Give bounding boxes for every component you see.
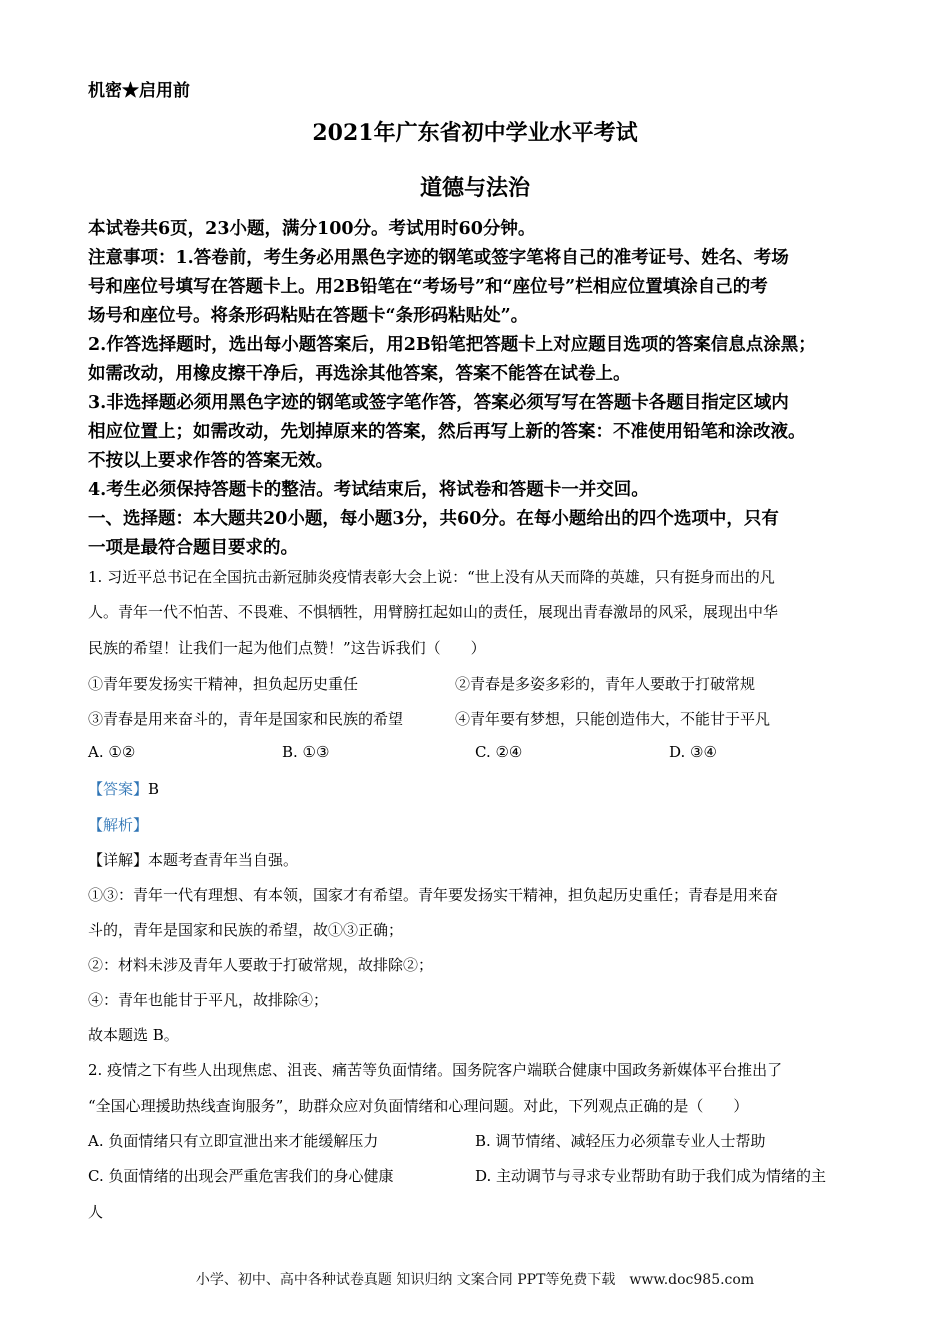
option-c: C. ②④ xyxy=(475,743,523,761)
page-footer: 小学、初中、高中各种试卷真题 知识归纳 文案合同 PPT等免费下载 www.doc985.com xyxy=(195,1272,755,1288)
intro-line: 2.作答选择题时，选出每小题答案后，用2B铅笔把答题卡上对应题目选项的答案信息点涂黑； xyxy=(88,335,816,355)
explanation-line: ④：青年也能甘于平凡，故排除④； xyxy=(88,991,329,1009)
question-stem: “全国心理援助热线查询服务”，助群众应对负面情绪和心理问题。对此，下列观点正确的是（ ） xyxy=(88,1097,749,1115)
detail-tag: 【详解】 xyxy=(88,851,149,869)
option-b: B. 调节情绪、减轻压力必须靠专业人士帮助 xyxy=(475,1132,766,1150)
intro-line: 相应位置上；如需改动，先划掉原来的答案，然后再写上新的答案：不准使用铅笔和涂改液。 xyxy=(88,422,806,442)
answer-value: B xyxy=(148,780,160,798)
intro-line: 4.考生必须保持答题卡的整洁。考试结束后，将试卷和答题卡一并交回。 xyxy=(88,480,649,500)
intro-line: 本试卷共6页，23小题，满分100分。考试用时60分钟。 xyxy=(88,219,536,239)
exam-title: 2021年广东省初中学业水平考试 xyxy=(312,120,638,146)
option-c: C. 负面情绪的出现会严重危害我们的身心健康 xyxy=(88,1167,394,1185)
analysis-tag: 【解析】 xyxy=(88,816,149,834)
question-stem: 人。青年一代不怕苦、不畏难、不惧牺牲，用臂膀扛起如山的责任，展现出青春激昂的风采，展现出中华 xyxy=(88,603,779,621)
option-a: A. ①② xyxy=(88,743,136,761)
detail-text: 本题考查青年当自强。 xyxy=(148,851,299,869)
statement-item: ①青年要发扬实干精神，担负起历史重任 xyxy=(88,675,359,693)
answer-line xyxy=(88,778,159,799)
statement-item: ②青春是多姿多彩的，青年人要敢于打破常规 xyxy=(455,675,756,693)
detail-line xyxy=(88,849,298,870)
intro-line: 如需改动，用橡皮擦干净后，再选涂其他答案，答案不能答在试卷上。 xyxy=(88,364,631,384)
intro-line: 场号和座位号。将条形码粘贴在答题卡“条形码粘贴处”。 xyxy=(88,306,529,326)
question-stem: 2. 疫情之下有些人出现焦虑、沮丧、痛苦等负面情绪。国务院客户端联合健康中国政务新媒体平台推出了 xyxy=(88,1061,783,1079)
intro-line: 号和座位号填写在答题卡上。用2B铅笔在“考场号”和“座位号”栏相应位置填涂自己的考 xyxy=(88,277,768,297)
section-heading: 一项是最符合题目要求的。 xyxy=(88,538,298,558)
section-heading: 一、选择题：本大题共20小题，每小题3分，共60分。在每小题给出的四个选项中，只有 xyxy=(88,509,779,529)
option-a: A. 负面情绪只有立即宣泄出来才能缓解压力 xyxy=(88,1132,379,1150)
question-stem: 1. 习近平总书记在全国抗击新冠肺炎疫情表彰大会上说：“世上没有从天而降的英雄，只有挺身而出的凡 xyxy=(88,568,775,586)
intro-line: 3.非选择题必须用黑色字迹的钢笔或签字笔作答，答案必须写写在答题卡各题目指定区域内 xyxy=(88,393,789,413)
answer-tag: 【答案】 xyxy=(88,780,149,798)
option-d: D. ③④ xyxy=(669,743,717,761)
explanation-line: ②：材料未涉及青年人要敢于打破常规，故排除②； xyxy=(88,956,434,974)
option-d-continued: 人 xyxy=(88,1203,104,1221)
explanation-line: ①③：青年一代有理想、有本领，国家才有希望。青年要发扬实干精神，担负起历史重任；青春是用来奋 xyxy=(88,886,779,904)
intro-line: 不按以上要求作答的答案无效。 xyxy=(88,451,333,471)
explanation-line: 故本题选 B。 xyxy=(88,1026,179,1044)
explanation-line: 斗的，青年是国家和民族的希望，故①③正确； xyxy=(88,921,404,939)
confidential-label: 机密★启用前 xyxy=(88,81,190,101)
option-b: B. ①③ xyxy=(282,743,330,761)
option-d: D. 主动调节与寻求专业帮助有助于我们成为情绪的主 xyxy=(475,1167,827,1185)
intro-line: 注意事项：1.答卷前，考生务必用黑色字迹的钢笔或签字笔将自己的准考证号、姓名、考场 xyxy=(88,248,789,268)
statement-item: ④青年要有梦想，只能创造伟大，不能甘于平凡 xyxy=(455,710,771,728)
subject-title: 道德与法治 xyxy=(419,175,530,201)
statement-item: ③青春是用来奋斗的，青年是国家和民族的希望 xyxy=(88,710,404,728)
question-stem: 民族的希望！让我们一起为他们点赞！”这告诉我们（ ） xyxy=(88,639,486,657)
